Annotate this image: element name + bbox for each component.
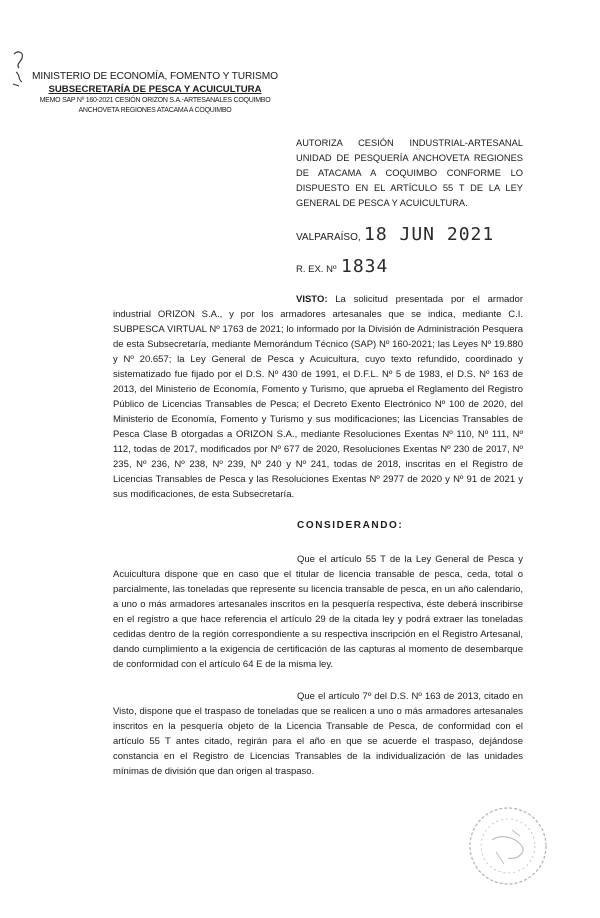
- resolution-title: AUTORIZA CESIÓN INDUSTRIAL-ARTESANAL UNIDAD DE PESQUERÍA ANCHOVETA REGIONES DE ATACAMA A COQUIMBO CONFORME LO DISPUESTO EN EL ARTÍCULO 55 T DE LA LEY GENERAL DE PESCA Y ACUICULTURA.: [296, 138, 523, 208]
- memo-reference-line-2: ANCHOVETA REGIONES ATACAMA A COQUIMBO: [78, 107, 232, 114]
- memo-reference-line-1: MEMO SAP Nº 160-2021 CESIÓN ORIZON S.A.-ARTESANALES COQUIMBO: [39, 97, 271, 104]
- considerando-2-text: Que el artículo 7º del D.S. Nº 163 de 2013, citado en Visto, dispone que el traspaso de toneladas que se realicen a uno o más armadores artesanales inscritos en la pesquería objeto de la Licencia Transable de Pesca, de conformidad con el artículo 55 T antes citado, regirán para el año en que se acuerde el traspaso, dejándose constancia en el Registro de Licencias Transables de la individualización de las unidades mínimas de división que dan origen al traspaso.: [113, 691, 523, 777]
- stamped-date: 18 JUN 2021: [364, 224, 495, 245]
- subsecretaria-name: SUBSECRETARÍA DE PESCA Y ACUICULTURA: [48, 84, 262, 95]
- place-label: VALPARAÍSO,: [296, 232, 361, 243]
- considerando-paragraph-1: [113, 552, 523, 672]
- visto-paragraph: [113, 292, 523, 502]
- considerando-1-text: Que el artículo 55 T de la Ley General de Pesca y Acuicultura dispone que en caso que el titular de licencia transable de pesca, ceda, total o parcialmente, las toneladas que represente su licencia transable de pesca, en un año calendario, a uno o más armadores artesanales inscritos en la pesquería respectiva, éste deberá inscribirse en el registro a que hace referencia el artículo 29 de la citada ley y podrá extraer las toneladas cedidas dentro de la región correspondiente a su respectiva inscripción en el Registro Artesanal, dando cumplimiento a la exigencia de certificación de las capturas al momento de desembarque de conformidad con el artículo 64 E de la misma ley.: [113, 554, 523, 670]
- handwritten-mark: [10, 48, 32, 90]
- visto-heading: VISTO:: [296, 294, 328, 305]
- considerando-heading: CONSIDERANDO:: [297, 520, 404, 531]
- document-header: [30, 70, 280, 116]
- resolution-number: 1834: [341, 256, 389, 277]
- official-stamp: [452, 790, 564, 902]
- considerando-paragraph-2: [113, 689, 523, 779]
- visto-text: La solicitud presentada por el armador industrial ORIZON S.A., y por los armadores artesanales que se indica, mediante C.I. SUBPESCA VIRTUAL Nº 1763 de 2021; lo informado por la División de Administración Pesquera de esta Subsecretaría, mediante Memorándum Técnico (SAP) Nº 160-2021; las Leyes Nº 19.880 y Nº 20.657; la Ley General de Pesca y Acuicultura, cuyo texto refundido, coordinado y sistematizado fue fijado por el D.S. Nº 430 de 1991, el D.F.L. Nº 5 de 1983, el D.S. Nº 163 de 2013, del Ministerio de Economía, Fomento y Turismo, que aprueba el Reglamento del Registro Público de Licencias Transables de Pesca; el Decreto Exento Electrónico Nº 100 de 2020, del Ministerio de Economía, Fomento y Turismo y sus modificaciones; las Licencias Transables de Pesca Clase B otorgadas a ORIZON S.A., mediante Resoluciones Exentas Nº 110, Nº 111, Nº 112, todas de 2017, modificados por Nº 677 de 2020, Resoluciones Exentas Nº 230 de 2017, Nº 235, Nº 236, Nº 238, Nº 239, Nº 240 y Nº 241, todas de 2018, inscritas en el Registro de Licencias Transables de Pesca y las Resoluciones Exentas Nº 2977 de 2020 y Nº 91 de 2021 y sus modificaciones, de esta Subsecretaría.: [113, 294, 523, 500]
- resolution-label: R. EX. Nº: [296, 264, 337, 275]
- ministry-name: MINISTERIO DE ECONOMÍA, FOMENTO Y TURISMO: [32, 71, 278, 82]
